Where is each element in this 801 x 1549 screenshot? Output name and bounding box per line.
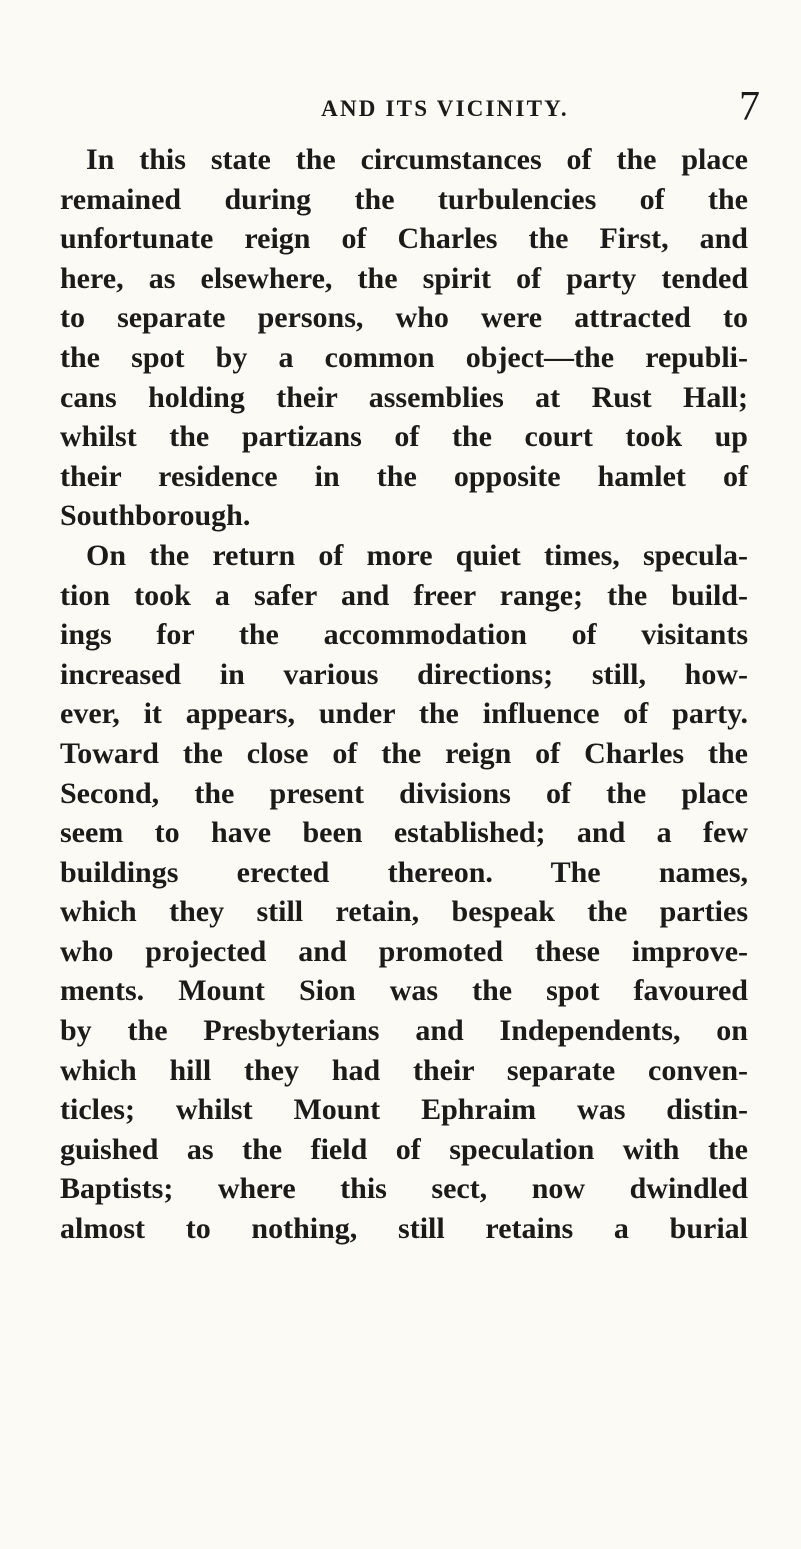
text-line: buildings erected thereon. The names, — [60, 855, 748, 889]
text-line: unfortunate reign of Charles the First, and — [60, 222, 748, 256]
text-line: which they still retain, bespeak the parties — [60, 895, 748, 929]
text-line: seem to have been established; and a few — [60, 816, 748, 850]
text-line: whilst the partizans of the court took up — [60, 420, 748, 454]
text-line: guished as the field of speculation with the — [60, 1132, 748, 1166]
text-line: here, as elsewhere, the spirit of party tended — [60, 261, 748, 295]
text-line: by the Presbyterians and Independents, on — [60, 1014, 748, 1048]
text-line: ever, it appears, under the influence of party. — [60, 697, 748, 731]
text-line: In this state the circumstances of the place — [86, 143, 748, 176]
text-line: to separate persons, who were attracted to — [60, 301, 748, 335]
text-line: increased in various directions; still, how- — [60, 657, 748, 691]
running-head — [60, 86, 760, 136]
text-line: On the return of more quiet times, specula- — [86, 538, 748, 572]
text-line: Southborough. — [60, 499, 251, 533]
text-line: tion took a safer and freer range; the build- — [60, 578, 748, 612]
body-text — [60, 140, 748, 1249]
text-line: which hill they had their separate conven- — [60, 1053, 748, 1087]
text-line: remained during the turbulencies of the — [60, 182, 748, 216]
text-line: who projected and promoted these improve- — [60, 934, 748, 968]
text-line: cans holding their assemblies at Rust Hall; — [60, 380, 748, 414]
running-title: AND ITS VICINITY. — [321, 96, 569, 121]
text-line: Second, the present divisions of the place — [60, 776, 748, 810]
text-line: their residence in the opposite hamlet of — [60, 459, 748, 493]
text-line: Toward the close of the reign of Charles the — [60, 736, 748, 770]
page-number: 7 — [739, 84, 760, 130]
text-line: almost to nothing, still retains a burial — [60, 1212, 748, 1246]
text-line: ings for the accommodation of visitants — [60, 618, 748, 652]
text-line: ticles; whilst Mount Ephraim was distin- — [60, 1093, 748, 1127]
text-line: the spot by a common object—the republi- — [60, 340, 748, 374]
text-line: ments. Mount Sion was the spot favoured — [60, 974, 748, 1008]
text-line: Baptists; where this sect, now dwindled — [60, 1172, 748, 1206]
